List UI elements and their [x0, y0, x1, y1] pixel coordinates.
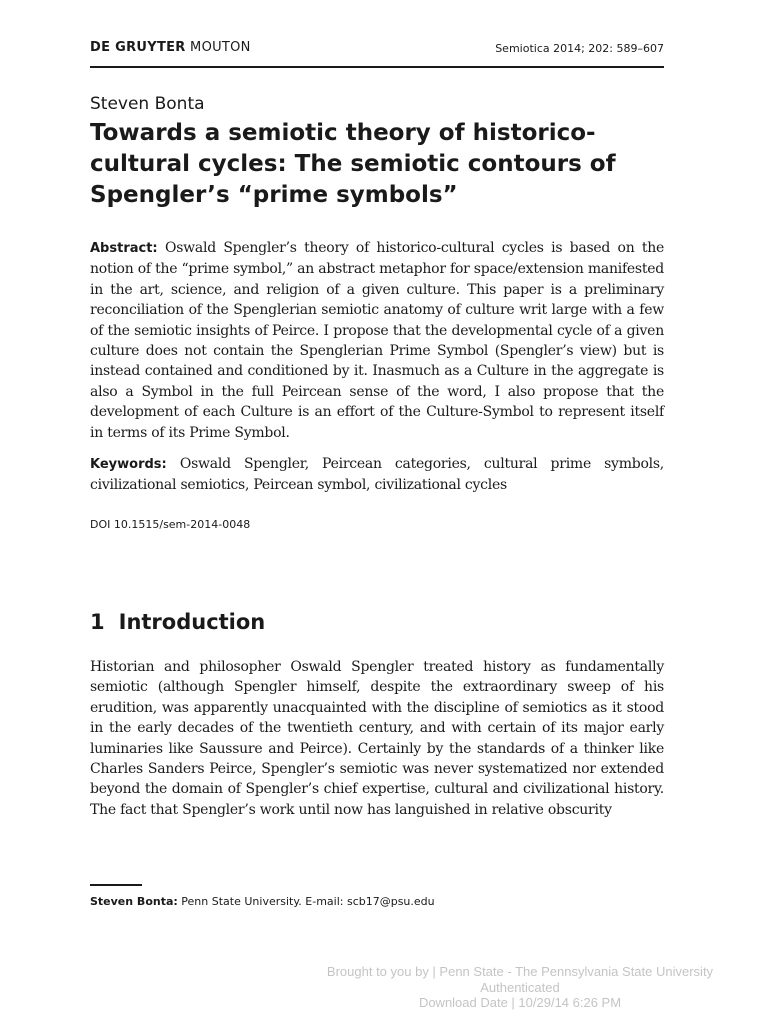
running-header: [90, 38, 664, 62]
author-footnote: [90, 895, 435, 908]
section-title: Introduction: [118, 610, 266, 634]
watermark-line-3: Download Date | 10/29/14 6:26 PM: [418, 995, 622, 1010]
section-number: 1: [90, 610, 105, 634]
footnote-author: Steven Bonta:: [90, 895, 178, 908]
keywords-label: Keywords:: [90, 457, 167, 472]
keywords: [90, 454, 664, 496]
publisher-name-light: MOUTON: [190, 40, 251, 55]
header-rule: [90, 66, 664, 68]
footnote-affiliation: Penn State University. E-mail: scb17@psu.edu: [181, 895, 435, 908]
watermark-line-1: Brought to you by | Penn State - The Pennsylvania State University: [326, 964, 714, 979]
abstract-text: Oswald Spengler’s theory of historico-cultural cycles is based on the notion of the “prime symbol,” an abstract metaphor for space/extension manifested in the art, science, and religion of a given culture. This paper is a preliminary reconciliation of the Spenglerian semiotic anatomy of culture writ large with a few of the semiotic insights of Peirce. I propose that the developmental cycle of a given culture does not contain the Spenglerian Prime Symbol (Spengler’s view) but is instead contained and conditioned by it. Inasmuch as a Culture in the aggregate is also a Symbol in the full Peircean sense of the word, I also propose that the development of each Culture is an effort of the Culture-Symbol to represent itself in terms of its Prime Symbol.: [90, 240, 665, 441]
download-watermark: [300, 964, 740, 1011]
publisher-logo: [90, 40, 251, 55]
doi: DOI 10.1515/sem-2014-0048: [90, 518, 251, 531]
intro-paragraph: Historian and philosopher Oswald Spengler treated history as fundamentally semiotic (although Spengler himself, despite the extraordinary sweep of his erudition, was apparently unacquainted with the discipline of semiotics as it stood in the early decades of the twentieth century, and with certain of its major early luminaries like Saussure and Peirce). Certainly by the standards of a thinker like Charles Sanders Peirce, Spengler’s semiotic was never systematized nor extended beyond the domain of Spengler’s chief expertise, cultural and civilizational history. The fact that Spengler’s work until now has languished in relative obscurity: [90, 659, 664, 818]
footnote-rule: [90, 884, 142, 886]
publisher-name-bold: DE GRUYTER: [90, 40, 186, 55]
abstract-label: Abstract:: [90, 241, 158, 256]
keywords-text: Oswald Spengler, Peircean categories, cultural prime symbols, civilizational semiotics, Peircean symbol, civilizational cycles: [90, 456, 664, 494]
watermark-line-2: Authenticated: [480, 979, 560, 995]
abstract: [90, 238, 664, 443]
journal-citation: Semiotica 2014; 202: 589–607: [495, 42, 664, 55]
article-title: Towards a semiotic theory of historico-cultural cycles: The semiotic contours of Spengler’s “prime symbols”: [90, 120, 616, 208]
author-name: Steven Bonta: [90, 94, 205, 114]
section-heading: [90, 610, 265, 634]
